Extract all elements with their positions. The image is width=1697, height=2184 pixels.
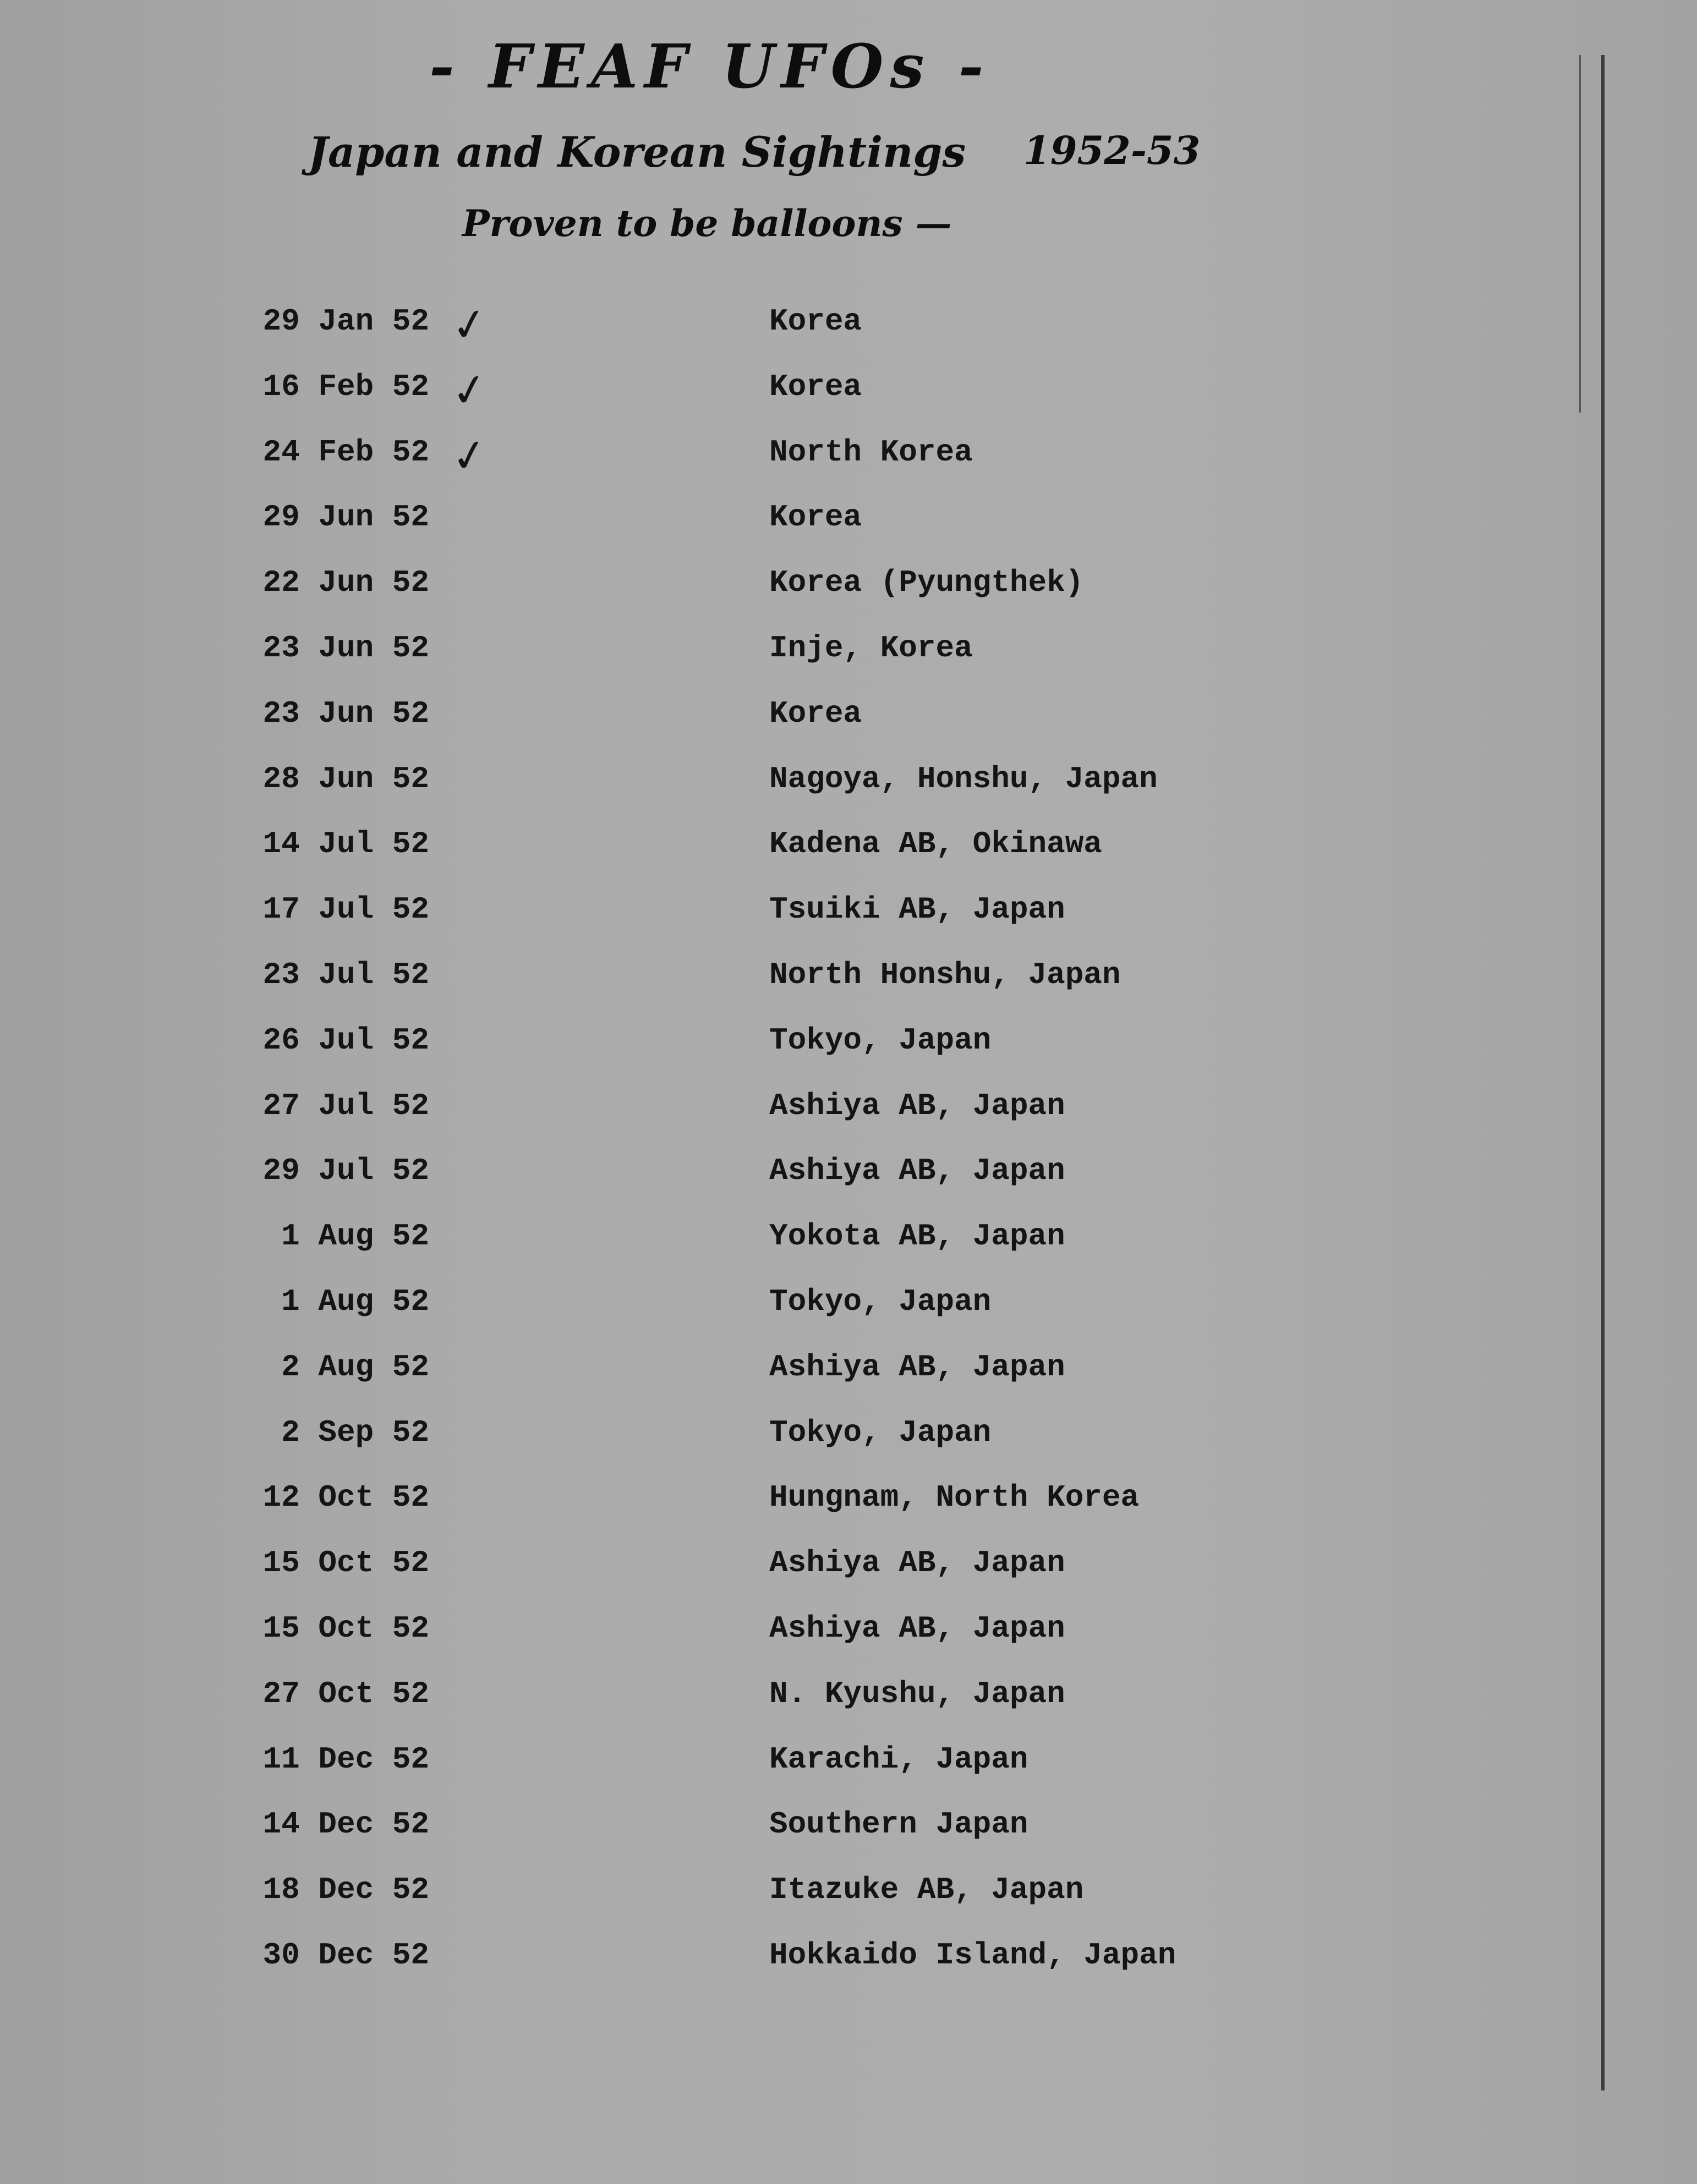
sighting-location: Itazuke AB, Japan xyxy=(769,1872,1084,1908)
list-item xyxy=(0,296,1697,369)
list-item xyxy=(0,696,1697,761)
sighting-location: Ashiya AB, Japan xyxy=(769,1545,1065,1581)
list-item xyxy=(0,1284,1697,1349)
sighting-date: 2 Sep 52 xyxy=(281,1414,429,1450)
list-item xyxy=(0,1023,1697,1088)
list-item xyxy=(0,427,1697,500)
list-item xyxy=(0,630,1697,696)
sighting-date: 12 Oct 52 xyxy=(262,1480,429,1516)
sighting-location: Nagoya, Honshu, Japan xyxy=(769,761,1158,797)
checkmark-icon: ✓ xyxy=(447,427,492,484)
list-item xyxy=(0,1938,1697,2003)
sighting-location: Korea xyxy=(769,500,862,535)
sighting-date: 14 Jul 52 xyxy=(262,826,429,862)
sighting-date: 22 Jun 52 xyxy=(262,565,429,601)
list-item xyxy=(0,500,1697,565)
list-item xyxy=(0,761,1697,827)
list-item xyxy=(0,1807,1697,1872)
sighting-location: Ashiya AB, Japan xyxy=(769,1610,1065,1646)
handwritten-subtitle: Japan and Korean Sightings xyxy=(308,128,966,177)
handwritten-note: Proven to be balloons — xyxy=(462,202,952,245)
sighting-location: Yokota AB, Japan xyxy=(769,1219,1065,1254)
sighting-date: 30 Dec 52 xyxy=(262,1937,429,1973)
sighting-location: Tokyo, Japan xyxy=(769,1283,992,1319)
list-item xyxy=(0,957,1697,1023)
handwritten-title: - FEAF UFOs - xyxy=(429,31,990,102)
sighting-location: Ashiya AB, Japan xyxy=(769,1349,1065,1385)
list-item xyxy=(0,1088,1697,1154)
list-item xyxy=(0,1872,1697,1938)
list-item xyxy=(0,361,1697,435)
sighting-date: 26 Jul 52 xyxy=(262,1022,429,1058)
sighting-location: Kadena AB, Okinawa xyxy=(769,826,1102,862)
list-item xyxy=(0,1349,1697,1415)
sighting-location: Ashiya AB, Japan xyxy=(769,1153,1065,1189)
sighting-location: Tokyo, Japan xyxy=(769,1414,992,1450)
sighting-date: 17 Jul 52 xyxy=(262,892,429,928)
sighting-date: 15 Oct 52 xyxy=(262,1545,429,1581)
sighting-date: 24 Feb 52 xyxy=(262,434,429,470)
list-item xyxy=(0,1219,1697,1284)
sighting-date: 11 Dec 52 xyxy=(262,1741,429,1777)
sighting-date: 23 Jun 52 xyxy=(262,695,429,731)
sighting-date: 14 Dec 52 xyxy=(262,1807,429,1842)
checkmark-icon: ✓ xyxy=(447,296,492,354)
sighting-date: 18 Dec 52 xyxy=(262,1872,429,1908)
sighting-location: Inje, Korea xyxy=(769,630,973,666)
sighting-location: Hokkaido Island, Japan xyxy=(769,1937,1176,1973)
sighting-location: Hungnam, North Korea xyxy=(769,1480,1140,1516)
sighting-location: Karachi, Japan xyxy=(769,1741,1028,1777)
sighting-date: 16 Feb 52 xyxy=(262,369,429,404)
list-item xyxy=(0,1480,1697,1545)
checkmark-icon: ✓ xyxy=(447,361,492,419)
list-item xyxy=(0,565,1697,630)
sighting-location: N. Kyushu, Japan xyxy=(769,1676,1065,1711)
sighting-date: 15 Oct 52 xyxy=(262,1610,429,1646)
sighting-location: Southern Japan xyxy=(769,1807,1028,1842)
handwritten-years: 1952-53 xyxy=(1023,128,1201,173)
list-item xyxy=(0,892,1697,957)
list-item xyxy=(0,1153,1697,1219)
sighting-date: 29 Jun 52 xyxy=(262,500,429,535)
sighting-location: Korea xyxy=(769,695,862,731)
sighting-date: 1 Aug 52 xyxy=(281,1219,429,1254)
sighting-location: North Korea xyxy=(769,434,973,470)
sighting-date: 23 Jun 52 xyxy=(262,630,429,666)
sighting-date: 27 Jul 52 xyxy=(262,1088,429,1123)
sighting-date: 29 Jan 52 xyxy=(262,304,429,339)
sighting-location: Ashiya AB, Japan xyxy=(769,1088,1065,1123)
list-item xyxy=(0,1415,1697,1480)
sighting-location: Korea xyxy=(769,304,862,339)
sighting-location: North Honshu, Japan xyxy=(769,957,1121,992)
sighting-location: Tokyo, Japan xyxy=(769,1022,992,1058)
sighting-location: Tsuiki AB, Japan xyxy=(769,892,1065,928)
sighting-date: 23 Jul 52 xyxy=(262,957,429,992)
sighting-date: 2 Aug 52 xyxy=(281,1349,429,1385)
sighting-date: 1 Aug 52 xyxy=(281,1283,429,1319)
list-item xyxy=(0,1545,1697,1611)
sighting-date: 28 Jun 52 xyxy=(262,761,429,797)
sightings-list xyxy=(0,296,1697,2003)
list-item xyxy=(0,1611,1697,1676)
sighting-location: Korea (Pyungthek) xyxy=(769,565,1084,601)
list-item xyxy=(0,1742,1697,1807)
sighting-date: 29 Jul 52 xyxy=(262,1153,429,1189)
list-item xyxy=(0,1676,1697,1742)
sighting-date: 27 Oct 52 xyxy=(262,1676,429,1711)
sighting-location: Korea xyxy=(769,369,862,404)
list-item xyxy=(0,826,1697,892)
